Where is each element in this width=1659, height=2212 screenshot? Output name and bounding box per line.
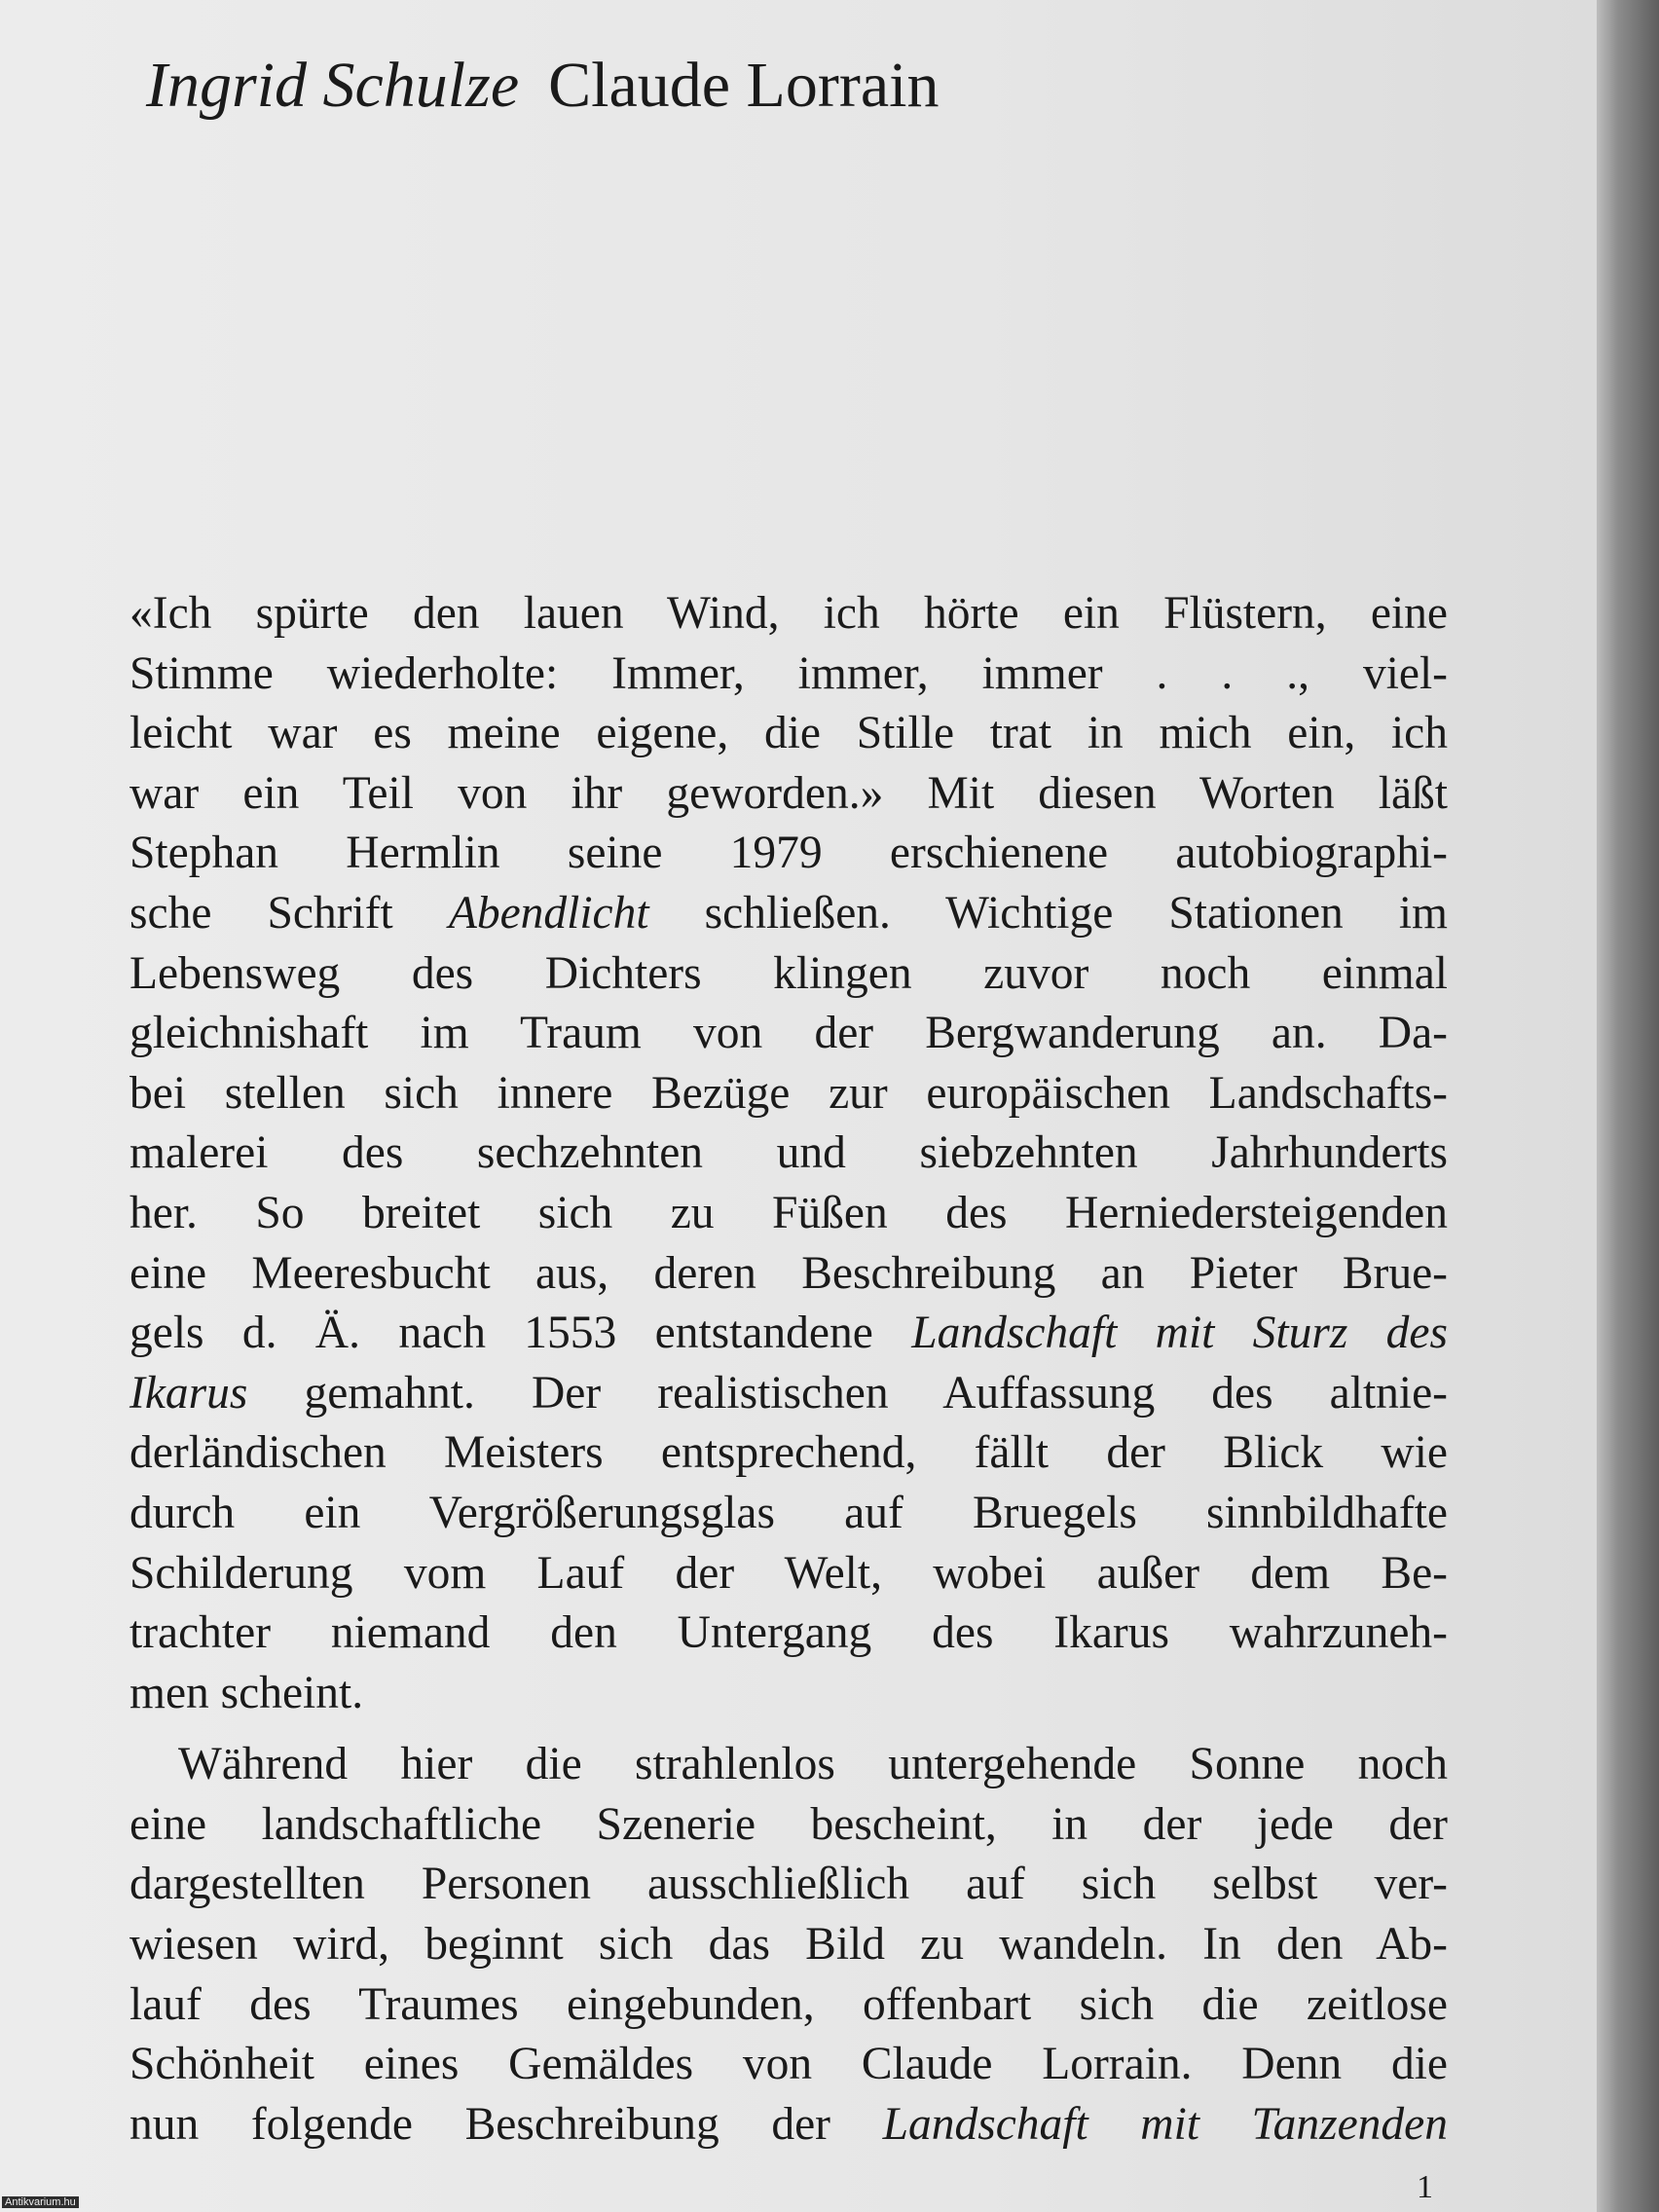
watermark: Antikvarium.hu	[2, 2196, 79, 2208]
text-line: malerei des sechzehnten und siebzehnten Jahrhunderts	[129, 1127, 1448, 1179]
italic-title: Landschaft mit Sturz des	[911, 1308, 1448, 1359]
text-line: eine landschaftliche Szenerie bescheint, in der jede der	[129, 1798, 1448, 1850]
text-run: gels d. Ä. nach 1553 entstandene	[129, 1308, 912, 1359]
text-line: Lebensweg des Dichters klingen zuvor noch einmal	[129, 947, 1448, 999]
text-line: bei stellen sich innere Bezüge zur europäischen Landschafts-	[129, 1067, 1448, 1119]
text-line: war ein Teil von ihr geworden.» Mit diesen Worten läßt	[129, 767, 1448, 819]
text-line: dargestellten Personen ausschließlich auf sich selbst ver-	[129, 1859, 1448, 1910]
text-line	[129, 1364, 1448, 1424]
text-line: Stimme wiederholte: Immer, immer, immer . . ., viel-	[129, 647, 1448, 699]
text-line: men scheint.	[129, 1667, 364, 1718]
text-line: gleichnishaft im Traum von der Bergwanderung an. Da-	[129, 1008, 1448, 1059]
text-line: trachter niemand den Untergang des Ikarus wahrzuneh-	[129, 1607, 1448, 1659]
text-line: her. So breitet sich zu Füßen des Herniedersteigenden	[129, 1187, 1448, 1238]
text-run: gemahnt. Der realistischen Auffassung des altnie-	[247, 1367, 1448, 1419]
text-line: lauf des Traumes eingebunden, offenbart sich die zeitlose	[129, 1978, 1448, 2030]
text-line: Schilderung vom Lauf der Welt, wobei außer dem Be-	[129, 1547, 1448, 1599]
chapter-title: Claude Lorrain	[548, 50, 940, 121]
page-heading	[146, 47, 939, 124]
page-edge-shadow	[1597, 0, 1659, 2212]
text-line: derländischen Meisters entsprechend, fällt der Blick wie	[129, 1427, 1448, 1479]
text-line	[129, 2095, 1448, 2156]
text-run: sche Schrift	[129, 887, 449, 939]
text-line: durch ein Vergrößerungsglas auf Bruegels sinnbildhafte	[129, 1487, 1448, 1538]
text-line: Schönheit eines Gemäldes von Claude Lorrain. Denn die	[129, 2039, 1448, 2090]
text-line: Stephan Hermlin seine 1979 erschienene autobiographi-	[129, 828, 1448, 879]
italic-title: Abendlicht	[448, 887, 649, 939]
text-line: Während hier die strahlenlos untergehende Sonne noch	[178, 1739, 1448, 1790]
text-line	[129, 1304, 1448, 1364]
text-line: «Ich spürte den lauen Wind, ich hörte ein Flüstern, eine	[129, 588, 1448, 639]
text-line	[129, 884, 1448, 944]
body-text	[129, 584, 1448, 2155]
text-line: eine Meeresbucht aus, deren Beschreibung an Pieter Brue-	[129, 1247, 1448, 1299]
italic-title: Ikarus	[129, 1367, 248, 1419]
text-run: schließen. Wichtige Stationen im	[648, 887, 1448, 939]
text-run: nun folgende Beschreibung der	[129, 2098, 883, 2150]
italic-title: Landschaft mit Tanzenden	[882, 2098, 1448, 2150]
text-line: leicht war es meine eigene, die Stille trat in mich ein, ich	[129, 708, 1448, 759]
author-name: Ingrid Schulze	[146, 50, 520, 121]
page-number: 1	[1417, 2169, 1433, 2205]
text-line: wiesen wird, beginnt sich das Bild zu wandeln. In den Ab-	[129, 1919, 1448, 1971]
